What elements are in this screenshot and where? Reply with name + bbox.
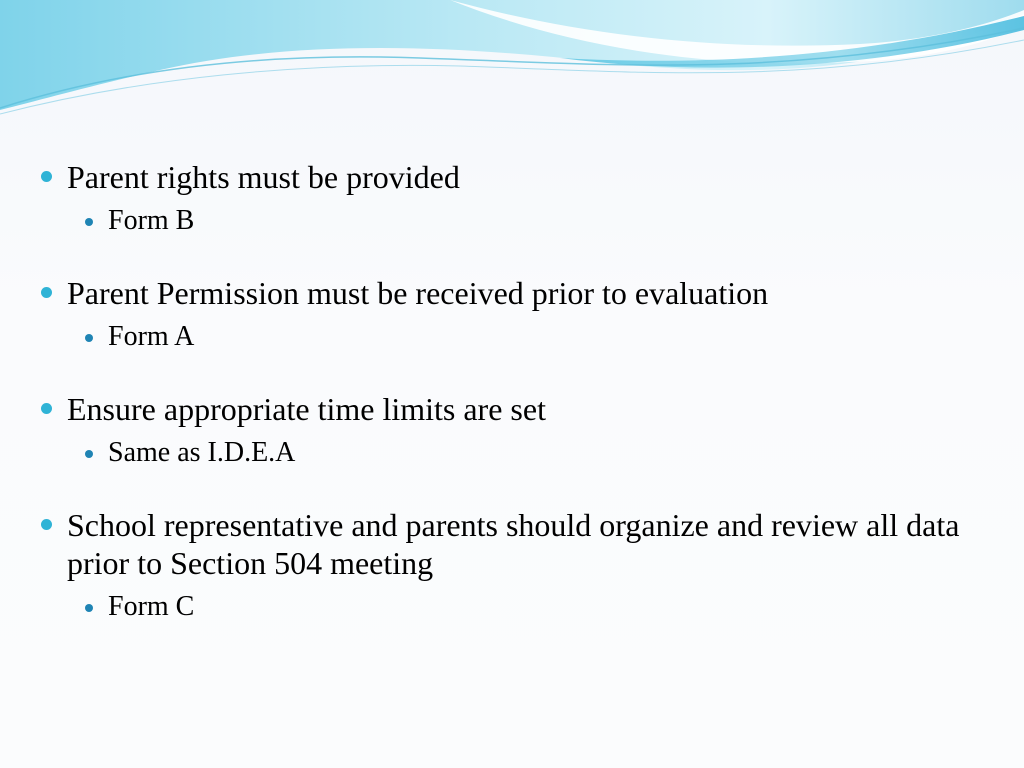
bullet-level1 (38, 390, 998, 428)
bullet-group (38, 274, 998, 354)
sub-bullet-text: Form A (108, 321, 195, 352)
bullet-text: Parent Permission must be received prior to evaluation (67, 275, 769, 311)
bullet-group (38, 506, 998, 624)
bullet-level1 (38, 158, 998, 196)
bullet-text: School representative and parents should organize and review all data prior to Section 504 meeting (67, 507, 960, 581)
bullet-level1 (38, 274, 998, 312)
sub-bullet-text: Same as I.D.E.A (108, 437, 296, 468)
bullet-group (38, 390, 998, 470)
sub-bullet-dot-icon (85, 450, 93, 458)
sub-bullet-text: Form C (108, 591, 195, 622)
bullet-dot-icon (41, 287, 52, 298)
sub-bullet-text: Form B (108, 205, 195, 236)
sub-bullet-dot-icon (85, 334, 93, 342)
bullet-level1 (38, 506, 998, 582)
bullet-dot-icon (41, 171, 52, 182)
bullet-dot-icon (41, 403, 52, 414)
decorative-wave-banner (0, 0, 1024, 130)
bullet-list (38, 158, 998, 660)
sub-bullet-dot-icon (85, 218, 93, 226)
bullet-text: Parent rights must be provided (67, 159, 460, 195)
bullet-level2 (38, 320, 998, 354)
bullet-level2 (38, 204, 998, 238)
bullet-level2 (38, 590, 998, 624)
bullet-level2 (38, 436, 998, 470)
bullet-group (38, 158, 998, 238)
bullet-text: Ensure appropriate time limits are set (67, 391, 546, 427)
sub-bullet-dot-icon (85, 604, 93, 612)
bullet-dot-icon (41, 519, 52, 530)
